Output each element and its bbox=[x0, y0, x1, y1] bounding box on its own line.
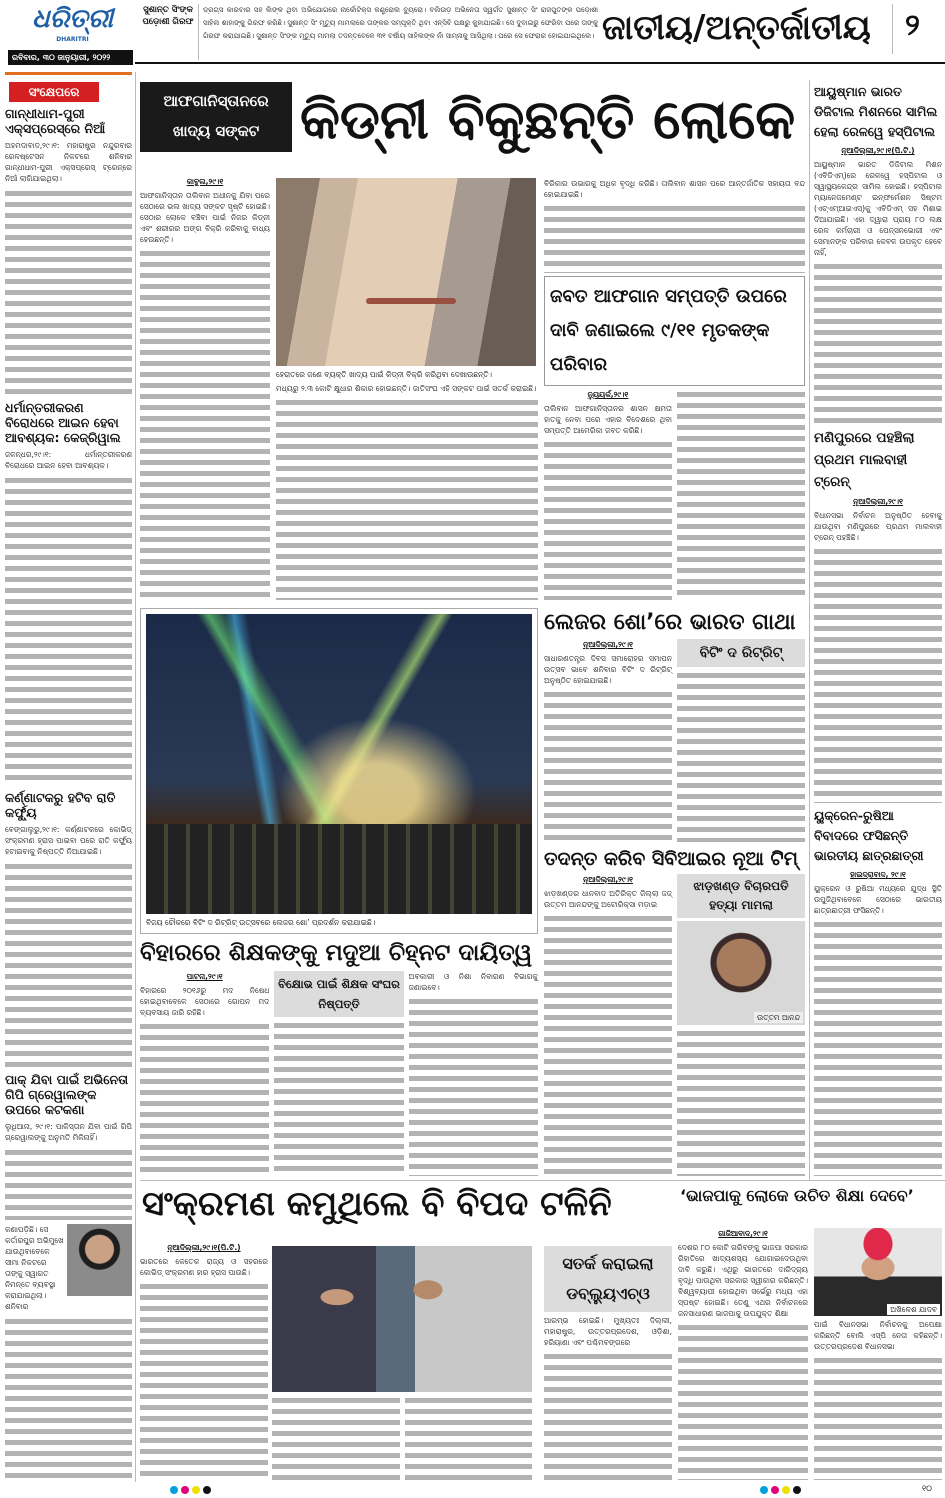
akhilesh-yadav-photo bbox=[814, 1228, 942, 1316]
cyan-dot bbox=[760, 1486, 768, 1494]
article-text: ୟୁକ୍ରେନ ଓ ରୁଷିଆ ମଧ୍ୟରେ ଯୁଦ୍ଧ ସ୍ଥିତି ଉପୁଜିଥିବାବେଳେ ସେଠାରେ ଭାରତୀୟ ଛାତ୍ରଛାତ୍ରୀ ଫସିଛନ୍ତି। bbox=[814, 884, 942, 916]
text-block bbox=[544, 913, 672, 1176]
laser-show-photo bbox=[146, 614, 532, 914]
covid-photo-column bbox=[272, 1246, 532, 1480]
text-block bbox=[405, 1395, 533, 1480]
text-block bbox=[814, 1355, 942, 1480]
article-text: ପାଇଁ ବିଧାନସଭା ନିର୍ବାଚନକୁ ଅପେକ୍ଷା କରିଛନ୍ତି ବୋଲି ଏସ୍‌ପି ନେତା କହିଛନ୍ତି। ଉତ୍ତରପ୍ରଦେଶ ବିଧାନସଭା bbox=[814, 1320, 942, 1351]
section-title: ଜାତୀୟ/ଅନ୍ତର୍ଜାତୀୟ bbox=[602, 8, 871, 48]
brief-text: ଜଳନ୍ଧର,୨୯।୧: ଧର୍ମାନ୍ତରୀକରଣ ବିରୋଧରେ ଆଇନ ହେବା ଆବଶ୍ୟକ। bbox=[5, 449, 132, 470]
text-block bbox=[274, 1020, 403, 1176]
text-block bbox=[544, 203, 805, 273]
article-text: ବିରିକାର ଉଭାରକୁ ଅଧିକ ବୃଦ୍ଧି କରିଛି। ତାଲିବାନ ଶାସନ ପରେ ଆନ୍ତର୍ଜାତିକ ସହାୟତା ବନ୍ଦ ହୋଇଯାଇଛି। bbox=[544, 179, 805, 199]
brief-headline: ଧର୍ମାନ୍ତରୀକରଣ ବିରୋଧରେ ଆଇନ ହେବା ଆବଶ୍ୟକ: କେଜ୍‌ରିୱାଲ bbox=[5, 399, 121, 445]
uttam-anand-photo bbox=[677, 921, 805, 1025]
teaser-text: ଡ୍ରଗ୍ସ କାରବାର ସହ ଲିଙ୍କ ଥିବା ଅଭିଯୋଗରେ ନାର୍କୋଟିକ୍ସ କଣ୍ଟ୍ରୋଲ ବ୍ୟୁରୋ। ବଲିଉଡ଼ ଅଭିନେତା ସ୍ୱର୍ଗତ ସୁଶାନ୍ତ ସିଂ ରାଜପୁତଙ୍କ ପଡ଼ୋଶୀ ସାହିଲ ଶାହାଙ୍କୁ ଗିରଫ କରିଛି। ସୁଶାନ୍ତ ସିଂ ମୃତ୍ୟୁ ମାମଲାରେ ତାଙ୍କର ସମ୍ପୃକ୍ତି ଥିବା ଏନ୍‌ସିବି ପକ୍ଷରୁ କୁହାଯାଇଛି। ସେ ଦୁବାଇରୁ ଫେରିବା ପରେ ତାଙ୍କୁ ଗିରଫ କରାଯାଇଛି। ସୁଶାନ୍ତ ସିଂଙ୍କ ମୃତ୍ୟୁ ମାମଲା ତଦନ୍ତବେଳେ ୩୧ ବର୍ଷୀୟ ସାହିଲଙ୍କ ନାଁ ସାମ୍ନାକୁ ଆସିଥିଲା। ପରେ ସେ ଫେରାର ହୋଇଯାଇଥିଲେ। bbox=[203, 6, 598, 40]
column-divider bbox=[809, 80, 810, 1180]
covid-col-3 bbox=[544, 1246, 672, 1480]
article-text: ଅବକାରୀ ଓ ନିଶା ନିବାରଣ ବିଭାଗକୁ ଜଣାଇବେ। bbox=[408, 971, 538, 992]
article-text: ଭାରତରେ କେତେକ ରାଜ୍ୟ ଓ ସହରରେ କୋଭିଡ୍ ସଂକ୍ରମଣ ହାର ହ୍ରାସ ପାଉଛି। bbox=[140, 1257, 268, 1277]
text-block bbox=[678, 1322, 808, 1480]
article-text: ଆରମ୍ଭ ହୋଇଛି। ମୁଖ୍ୟତଃ ଦିଲ୍ଲୀ, ମହାରାଷ୍ଟ୍ର, ଉତ୍ତରପ୍ରଦେଶ, ଓଡ଼ିଶା, ହରିୟାଣା ଏବଂ ପଶ୍ଚିମବଙ୍ଗରେ bbox=[544, 1316, 672, 1347]
cyan-dot bbox=[170, 1486, 178, 1494]
bihar-subhead-box: ବିକ୍ଷୋଭ ପାଇଁ ଶିକ୍ଷକ ସଂଘର ନିଷ୍ପତ୍ତି bbox=[274, 971, 403, 1017]
text-block bbox=[814, 261, 942, 424]
text-block bbox=[5, 475, 132, 786]
text-block bbox=[814, 919, 942, 1176]
brief-text: ଲୁଧିଆନା, ୨୯।୧: ପାକିସ୍ତାନ ଯିବା ପାଇଁ ଗିପି ଗ୍ରେୱାଲଙ୍କୁ ଅନୁମତି ମିଳିନାହିଁ। bbox=[5, 1122, 132, 1143]
brief-text: ଅହମଦାବାଦ,୨୯।୧: ମହାରାଷ୍ଟ୍ର ନନ୍ଦୁରବାର ରେଳଷ୍ଟେସନ ନିକଟରେ ଶନିବାର ଗାନ୍ଧୀଧାମ-ପୁରୀ ଏକ୍ସପ୍ରେସ୍ ଟ୍ରେନ୍‌ରେ ନିଆଁ ଲାଗିଯାଇଥିଲା। bbox=[5, 141, 132, 183]
article-text: ତାଲିବାନ ଆଫଗାନିସ୍ତାନର ଶାସନ କ୍ଷମତା ହାତକୁ ନେବା ପରେ ଏହାର ବିଦେଶରେ ଥିବା ସମ୍ପତ୍ତି ଆମେରିକା ଜବତ କରିଛି। bbox=[544, 404, 672, 436]
covid-testing-photo bbox=[272, 1246, 532, 1392]
black-dot bbox=[793, 1486, 801, 1494]
dateline: ପାଟନା,୨୯।୧ bbox=[186, 971, 223, 981]
bjp-col-1 bbox=[678, 1228, 808, 1480]
bjp-headline: ‘ଭାଜପାକୁ ଲୋକେ ଉଚିତ ଶିକ୍ଷା ଦେବେ’ bbox=[680, 1186, 914, 1205]
gippy-grewal-photo bbox=[67, 1224, 132, 1296]
text-block bbox=[140, 1021, 269, 1176]
right-column bbox=[814, 82, 942, 1176]
nine11-headline: ଜବତ ଆଫଗାନ ସମ୍ପତ୍ତି ଉପରେ ଦାବି ଜଣାଇଲେ ୯/୧୧ ମୃତକଙ୍କ ପରିବାର bbox=[550, 286, 787, 376]
bihar-headline: ବିହାରରେ ଶିକ୍ଷକଙ୍କୁ ମଦୁଆ ଚିହ୍ନଟ ଦାୟିତ୍ୱ bbox=[140, 940, 533, 966]
cbi-region bbox=[544, 848, 805, 1176]
dateline: ନୂଆଦିଲ୍ଲୀ,୨୯।୧ bbox=[853, 497, 903, 507]
brief-column bbox=[5, 82, 132, 1482]
dateline: ଗାଜିଆବାଦ,୨୯।୧ bbox=[718, 1229, 768, 1238]
dateline: ନୂଆଦିଲ୍ଲୀ,୨୯।୧ bbox=[583, 874, 633, 884]
registration-marks bbox=[760, 1486, 801, 1494]
article-text: ଝାଡ଼ଖଣ୍ଡର ଧାନବାଦ ଅତିରିକ୍ତ ଜିଲ୍ଲା ଜଜ୍ ଉତ୍ତମ ଆନନ୍ଦଙ୍କୁ ଅଟୋରିକ୍ସା ମଡ଼ାଇ bbox=[544, 888, 672, 909]
brief-text: ବେଙ୍ଗାଲୁରୁ,୨୯।୧: କର୍ଣ୍ଣାଟକରେ କୋଭିଡ୍ ସଂକ୍ରମଣ ହ୍ରାସ ପାଇବା ପରେ ରାତି କର୍ଫ୍ୟୁ ହଟାଇବାକୁ ନିଷ୍ପତ୍ତି ନିଆଯାଇଛି। bbox=[5, 824, 132, 856]
text-block bbox=[544, 439, 672, 600]
logo: ଧରିତ୍ରୀ bbox=[31, 4, 114, 34]
article-text: ମଧ୍ୟରୁ ୨.୩ କୋଟି କ୍ଷୁଧାର ଶିକାର ହୋଇଛନ୍ତି। ଜାତିସଂଘ ଏହି ସଙ୍କଟ ପାଇଁ ସତର୍କ କରାଇଛି। bbox=[276, 384, 537, 393]
covid-headline: ସଂକ୍ରମଣ କମୁଥିଲେ ବି ବିପଦ ଟଳିନି bbox=[142, 1184, 612, 1224]
black-dot bbox=[203, 1486, 211, 1494]
nine11-box bbox=[544, 276, 805, 386]
cbi-subhead-box: ଝାଡ଼ଖଣ୍ଡ ବିଚାରପତି ହତ୍ୟା ମାମଲା bbox=[677, 874, 805, 918]
article-text: ବିହାରରେ ୨୦୧୬ରୁ ମଦ ନିଷେଧ ହୋଇଥିବାବେଳେ ସେଠାରେ ଗୋପନ ମଦ ବ୍ୟବସାୟ ଜାରି ରହିଛି। bbox=[140, 985, 270, 1017]
logo-block bbox=[10, 2, 135, 48]
text-block bbox=[272, 1395, 400, 1480]
logo-subtitle: DHARITRI bbox=[56, 36, 89, 43]
article-text: ଆୟୁଷ୍ମାନ ଭାରତ ଡିଜିଟାଲ ମିଶନ (ଏବିଡିଏମ୍)ରେ ରେଳୱେ ହସ୍ପିଟାଲ ଓ ସ୍ୱାସ୍ଥ୍ୟକେନ୍ଦ୍ର ସାମିଲ ହୋଇଛି। ହସ୍ପିଟାଲ ମ୍ୟାନେଜମେଣ୍ଟ ଇନ୍‌ଫର୍ମେଶନ ସିଷ୍ଟମ (ଏଚ୍‌ଏମ୍‌ଆଇଏସ୍)କୁ ଏବିଡିଏମ୍ ସହ ମିଶାଇ ଦିଆଯାଇଛି। ଏହା ଦ୍ୱାରା ପ୍ରାୟ ୮୦ ଲକ୍ଷ ରେଳ କର୍ମଚାରୀ ଓ ପେନ୍‌ସନଭୋଗୀ ଏବଂ ସେମାନଙ୍କ ପରିବାର କେବଳ ଉପକୃତ ହେବେ ନାହିଁ, bbox=[814, 160, 942, 257]
who-box: ସତର୍କ କରାଇଲା ଡବ୍ଲ୍ୟୁଏଚ୍‌ଓ bbox=[544, 1246, 672, 1312]
text-block bbox=[5, 1316, 132, 1482]
column-divider bbox=[135, 72, 136, 1482]
article-text: ବିଧାନସଭା ନିର୍ବାଚନ ଅନୁଷ୍ଠିତ ହେବାକୁ ଯାଉଥିବା ମଣିପୁରରେ ପ୍ରଥମ ମାଲବାହୀ ଟ୍ରେନ୍ ପହଞ୍ଚିଛି। bbox=[814, 511, 942, 543]
article-text: ଆଫଗାନିସ୍ତାନ ତାଲିବାନ ଅଧୀନକୁ ଯିବା ପରେ ସେଠାରେ ଭଲ ଖାଦ୍ୟ ସଙ୍କଟ ସୃଷ୍ଟି ହୋଇଛି। ସେଠାର ଲୋକେ ବଞ୍ଚିବା ପାଇଁ ନିଜର କିଡ୍‌ନୀ ଏବଂ ଶରୀରର ଅଙ୍ଗ ବିକ୍ରି କରିବାକୁ ବାଧ୍ୟ ହେଉଛନ୍ତି। bbox=[140, 191, 270, 244]
dateline: ନୂଆଦିଲ୍ଲୀ,୨୯।୧(ପି.ଟି.) bbox=[841, 146, 915, 155]
text-block bbox=[140, 1281, 268, 1480]
text-block bbox=[677, 389, 805, 600]
photo-caption: ହେରାତରେ ଜଣେ ବ୍ୟକ୍ତି ଖାଦ୍ୟ ପାଇଁ କିଡ୍‌ନୀ ବିକ୍ରି କରିଥିବା ଦେଖାଉଛନ୍ତି। bbox=[276, 370, 493, 379]
road-with-cars bbox=[146, 824, 532, 914]
dateline: କାବୁଲ,୨୯।୧ bbox=[186, 177, 224, 186]
divider bbox=[892, 4, 893, 54]
brief-text: କଣାପଡ଼ିଛି। ସେ କର୍ତାରପୁର ଅଭିମୁଖେ ଯାଉଥିବାବେଳେ ସୀମା ନିକଟରେ ତାଙ୍କୁ ସ୍ୱାଗତ ନିମନ୍ତେ ବ୍ୟବସ୍ଥା କରାଯାଇଥିଲା। ଶନିବାର bbox=[5, 1225, 64, 1311]
text-block bbox=[677, 1028, 805, 1176]
covid-col-1 bbox=[140, 1242, 268, 1480]
bjp-col-2 bbox=[814, 1228, 942, 1480]
text-block bbox=[544, 1351, 672, 1480]
divider bbox=[198, 4, 199, 60]
yellow-dot bbox=[192, 1486, 200, 1494]
bihar-region bbox=[140, 940, 538, 1176]
afghan-headline: କିଡ୍‌ନୀ ବିକୁଛନ୍ତି ଲୋକେ bbox=[300, 88, 796, 151]
dateline: ନ୍ୟୁୟର୍କ,୨୯।୧ bbox=[587, 390, 629, 400]
text-block bbox=[140, 248, 270, 600]
dateline: ନୂଆଦିଲ୍ଲୀ,୨୯।୧(ପି.ଟି.) bbox=[167, 1243, 241, 1252]
yellow-dot bbox=[782, 1486, 790, 1494]
masthead-rule bbox=[135, 62, 945, 64]
text-block bbox=[544, 689, 672, 842]
text-block bbox=[677, 670, 805, 842]
laser-headline: ଲେଜର ଶୋ’ରେ ଭାରତ ଗାଥା bbox=[544, 610, 796, 635]
text-block bbox=[5, 188, 132, 396]
brief-headline: ପାକ୍ ଯିବା ପାଇଁ ଅଭିନେତା ଗିପି ଗ୍ରେୱାଲଙ୍କ ଉପରେ କଟକଣା bbox=[5, 1072, 129, 1118]
afghan-kicker: ଆଫଗାନିସ୍ତାନରେ ଖାଦ୍ୟ ସଙ୍କଟ bbox=[140, 82, 292, 152]
masthead bbox=[0, 0, 945, 70]
text-block bbox=[409, 996, 538, 1176]
brief-label: ସଂକ୍ଷେପରେ bbox=[9, 82, 99, 102]
photo-caption: ଅଖିଳେଶ ଯାଦବ bbox=[887, 1304, 940, 1315]
afghan-column bbox=[140, 176, 270, 600]
laser-photo-frame bbox=[140, 608, 538, 934]
health-headline: ଆୟୁଷ୍ମାନ ଭାରତ ଡିଜିଟାଲ ମିଶନରେ ସାମିଲ ହେଲା ରେଳୱେ ହସ୍ପିଟାଲ bbox=[814, 84, 938, 139]
kidney-scar-photo bbox=[276, 178, 536, 366]
magenta-dot bbox=[181, 1486, 189, 1494]
dateline: ନୂଆଦିଲ୍ଲୀ,୨୯।୧ bbox=[583, 640, 633, 650]
article-text: ଦେଶର ୮୦ କୋଟି ଗରିବଙ୍କୁ ଭାଜପା ସରକାର ରିହାତିରେ ଖାଦ୍ୟଶସ୍ୟ ଯୋଗାଇଦେଉଥିବା ଦାବି କରୁଛି। ଏଥିରୁ ଭାରତରେ ଦାରିଦ୍ର୍ୟ ବୃଦ୍ଧି ପାଉଥିବା ସରକାର ସ୍ୱୀକାର କରିଛନ୍ତି। ବିଶ୍ୱବ୍ୟାପୀ ହୋଇଥିବା ସର୍ଭେରୁ ମଧ୍ୟ ଏହା ସ୍ପଷ୍ଟ ହୋଇଛି। ତେଣୁ ଏଥର ନିର୍ବାଚନରେ ଜନସାଧାରଣ ଭାଜପାକୁ ଉପଯୁକ୍ତ ଶିକ୍ଷା bbox=[678, 1243, 808, 1318]
dateline: ହାଇଦ୍ରାବାଦ, ୨୯।୧ bbox=[850, 870, 906, 880]
footer-page-number: ୧୦ bbox=[922, 1484, 932, 1493]
nine11-region bbox=[544, 178, 805, 600]
orange-rule bbox=[5, 72, 132, 75]
afghan-photo-column bbox=[276, 178, 538, 600]
page-number: ୨ bbox=[905, 8, 920, 43]
laser-subhead-box: ବିଟିଂ ଦ ରିଟ୍ରିଟ୍ bbox=[677, 639, 805, 667]
divider bbox=[140, 1180, 945, 1181]
text-block bbox=[5, 1147, 132, 1220]
photo-row bbox=[5, 1224, 132, 1312]
nine11-columns bbox=[544, 389, 805, 600]
brief-headline: ଗାନ୍ଧୀଧାମ-ପୁରୀ ଏକ୍ସପ୍ରେସ୍‌ରେ ନିଆଁ bbox=[5, 106, 106, 136]
teaser-title: ସୁଶାନ୍ତ ସିଂଙ୍କ ପଡ଼ୋଶୀ ଗିରଫ bbox=[142, 5, 194, 27]
magenta-dot bbox=[771, 1486, 779, 1494]
cbi-headline: ତଦନ୍ତ କରିବ ସିବିଆଇର ନୂଆ ଟିମ୍ bbox=[544, 848, 798, 870]
photo-caption: ବିଜୟ ଚୌକରେ ବିଟିଂ ଦ ରିଟ୍ରିଟ୍ ଉତ୍ସବରେ ଲେଜର ଶୋ’ ପ୍ରଦର୍ଶନ କରାଯାଇଛି। bbox=[146, 918, 376, 927]
article-text: ସାଧାରଣତନ୍ତ୍ର ଦିବସ ସମାରୋହର ସମାପନ ଉତ୍ସବ ଭାବେ ଶନିବାର ବିଟିଂ ଦ ରିଟ୍ରିଟ୍ ଅନୁଷ୍ଠିତ ହୋଇଯାଇଛି। bbox=[544, 654, 672, 686]
registration-marks bbox=[170, 1486, 211, 1494]
text-block bbox=[5, 861, 132, 1069]
manipur-headline: ମଣିପୁରରେ ପହଞ୍ଚିଲା ପ୍ରଥମ ମାଲବାହୀ ଟ୍ରେନ୍ bbox=[814, 430, 915, 491]
scar bbox=[366, 298, 456, 304]
text-block bbox=[814, 546, 942, 803]
issue-date: ରବିବାର, ୩୦ ଜାନୁୟାରୀ, ୨୦୨୨ bbox=[8, 50, 133, 65]
brief-headline: କର୍ଣ୍ଣାଟକରୁ ହଟିବ ରାତି କର୍ଫ୍ୟୁ bbox=[5, 789, 116, 820]
text-block bbox=[276, 397, 538, 600]
laser-region bbox=[544, 610, 805, 842]
ukraine-headline: ୟୁକ୍ରେନ-ରୁଷିଆ ବିବାଦରେ ଫସିଛନ୍ତି ଭାରତୀୟ ଛାତ୍ରଛାତ୍ରୀ bbox=[814, 808, 924, 864]
photo-caption: ଉତ୍ତମ ଆନନ୍ଦ bbox=[754, 1012, 803, 1023]
